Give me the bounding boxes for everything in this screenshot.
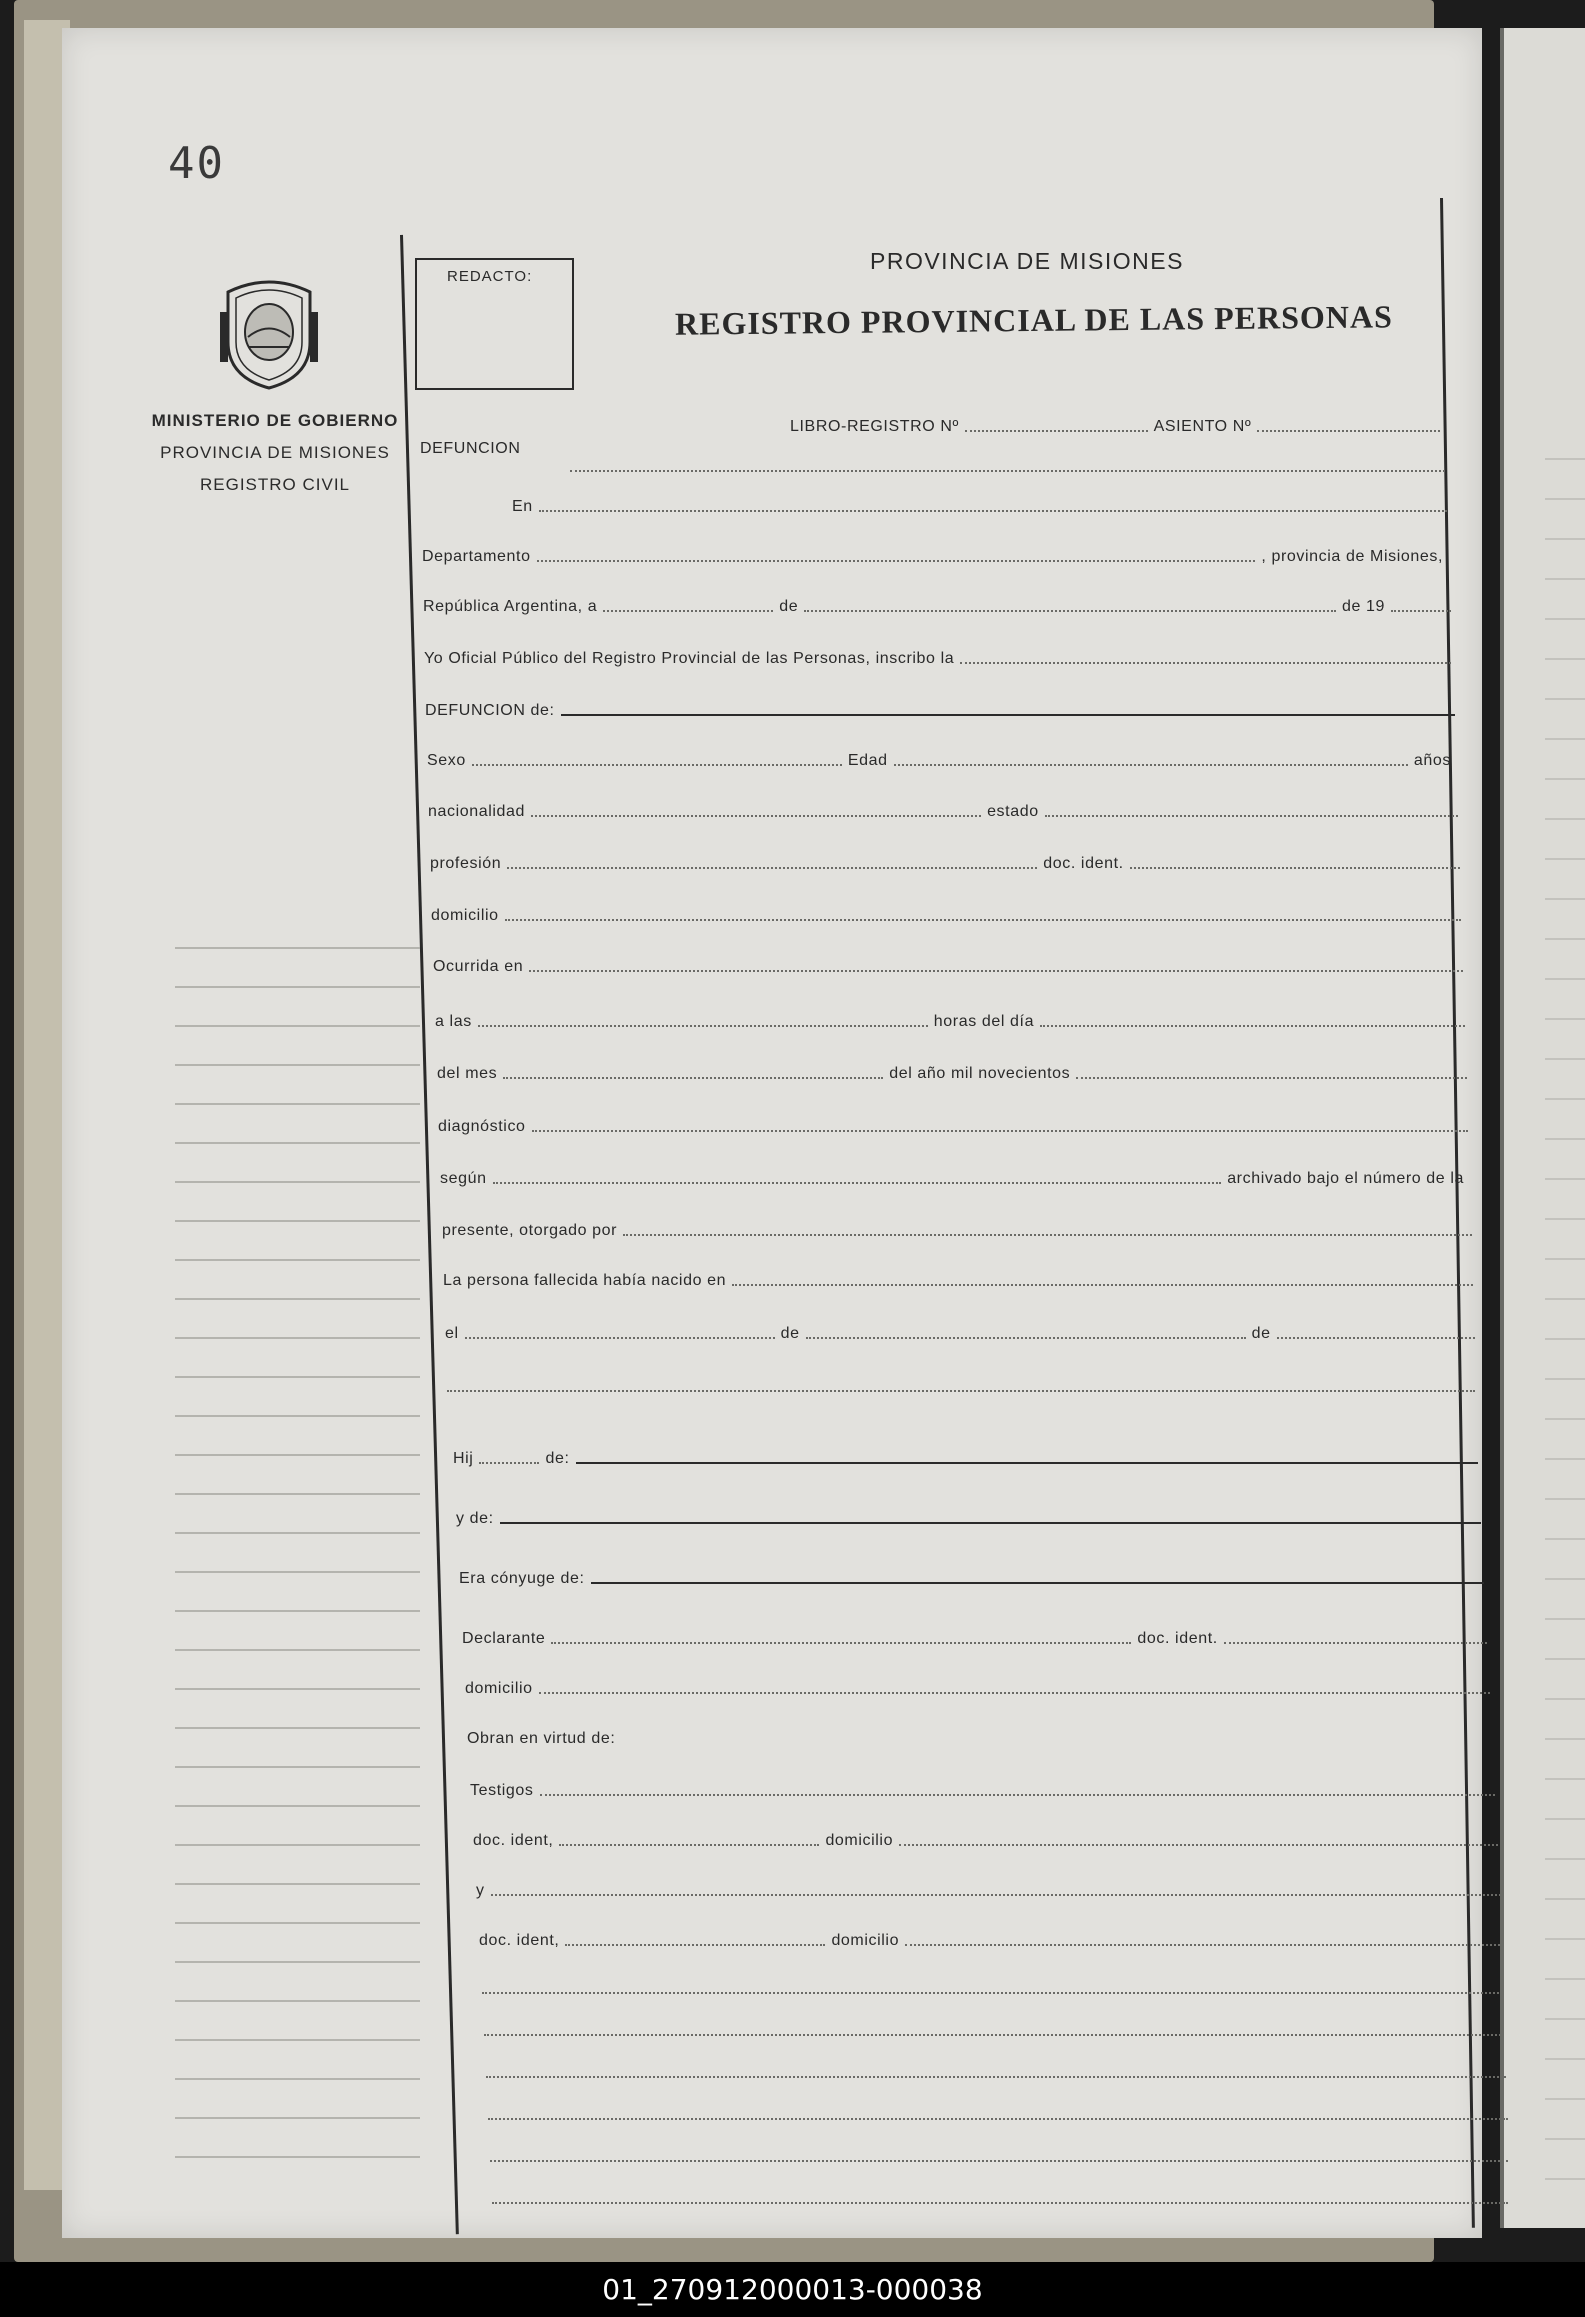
asiento-label: ASIENTO Nº bbox=[1153, 418, 1252, 435]
province-title: PROVINCIA DE MISIONES bbox=[870, 248, 1184, 274]
testigos-field[interactable] bbox=[540, 1794, 1496, 1796]
el-label: el bbox=[445, 1325, 459, 1342]
del-mes-label: del mes bbox=[437, 1065, 498, 1082]
hora-field[interactable] bbox=[478, 1025, 928, 1027]
de-label-3: de bbox=[1251, 1325, 1271, 1342]
blank-row-5 bbox=[490, 2138, 1508, 2168]
blank-birth-row bbox=[447, 1368, 1475, 1398]
estado-label: estado bbox=[987, 803, 1039, 820]
libro-label: LIBRO-REGISTRO Nº bbox=[790, 418, 959, 435]
blank-row-3 bbox=[486, 2054, 1506, 2084]
nacido-row bbox=[443, 1262, 1473, 1292]
y-de-label: y de: bbox=[456, 1510, 494, 1527]
obran-row bbox=[467, 1720, 1492, 1750]
conyuge-field[interactable] bbox=[591, 1582, 1484, 1584]
witness2-field[interactable] bbox=[491, 1894, 1501, 1896]
sexo-label: Sexo bbox=[427, 752, 466, 769]
nacido-label: La persona fallecida había nacido en bbox=[443, 1272, 727, 1289]
del-mes-row bbox=[437, 1055, 1467, 1085]
departamento-row bbox=[422, 538, 1449, 568]
conyuge-row bbox=[459, 1560, 1484, 1590]
nacido-field[interactable] bbox=[732, 1284, 1473, 1286]
month-field[interactable] bbox=[804, 610, 1336, 612]
presente-label: presente, otorgado por bbox=[442, 1222, 618, 1239]
blank-field-3[interactable] bbox=[486, 2076, 1506, 2078]
image-id-caption: 01_270912000013-000038 bbox=[0, 2262, 1585, 2317]
doc-ident-field-2[interactable] bbox=[1224, 1642, 1487, 1644]
domicilio-row-2 bbox=[465, 1670, 1490, 1700]
doc-ident-field-3[interactable] bbox=[559, 1844, 819, 1846]
blank-field-5[interactable] bbox=[490, 2160, 1508, 2162]
domicilio-field-2[interactable] bbox=[539, 1692, 1490, 1694]
profesion-label: profesión bbox=[430, 855, 502, 872]
blank-row-6 bbox=[492, 2180, 1508, 2210]
oficial-field[interactable] bbox=[960, 662, 1451, 664]
segun-field[interactable] bbox=[493, 1182, 1222, 1184]
domicilio-label-4: domicilio bbox=[831, 1932, 900, 1949]
declarante-row bbox=[462, 1620, 1487, 1650]
declarante-field[interactable] bbox=[551, 1642, 1131, 1644]
testigos-label: Testigos bbox=[470, 1782, 534, 1799]
diagnostico-field[interactable] bbox=[532, 1130, 1468, 1132]
page-number: 40 bbox=[168, 138, 225, 189]
domicilio-row-1 bbox=[431, 897, 1461, 927]
nacionalidad-field[interactable] bbox=[531, 815, 981, 817]
en-field[interactable] bbox=[539, 510, 1447, 512]
de19-label: de 19 bbox=[1341, 598, 1385, 615]
blank-birth-field[interactable] bbox=[447, 1390, 1475, 1392]
anos-label: años bbox=[1413, 752, 1451, 769]
blank-field-2[interactable] bbox=[484, 2034, 1504, 2036]
witness2-row bbox=[479, 1922, 1504, 1952]
mes-field[interactable] bbox=[503, 1077, 883, 1079]
hij-suffix-field[interactable] bbox=[479, 1462, 539, 1464]
ministry-name: MINISTERIO DE GOBIERNO bbox=[151, 411, 399, 430]
doc-ident-field-1[interactable] bbox=[1130, 867, 1460, 869]
declarante-label: Declarante bbox=[462, 1630, 546, 1647]
ocurrida-label: Ocurrida en bbox=[433, 958, 524, 975]
profesion-field[interactable] bbox=[507, 867, 1037, 869]
domicilio-label-1: domicilio bbox=[431, 907, 499, 924]
a-las-label: a las bbox=[435, 1013, 472, 1030]
sexo-edad-row bbox=[427, 742, 1457, 772]
dia-field[interactable] bbox=[1040, 1025, 1465, 1027]
ministry-registry: REGISTRO CIVIL bbox=[199, 475, 351, 494]
domicilio-field-1[interactable] bbox=[505, 919, 1461, 921]
ministry-province: PROVINCIA DE MISIONES bbox=[160, 443, 390, 462]
archivado-label: archivado bajo el número de la bbox=[1227, 1170, 1464, 1187]
diagnostico-row bbox=[438, 1108, 1468, 1138]
year-field[interactable] bbox=[1391, 610, 1451, 612]
provincia-label: , provincia de Misiones, bbox=[1261, 548, 1443, 565]
obran-label: Obran en virtud de: bbox=[467, 1730, 616, 1747]
birth-day-field[interactable] bbox=[465, 1337, 775, 1339]
y-row bbox=[476, 1872, 1501, 1902]
profesion-row bbox=[430, 845, 1460, 875]
domicilio-field-3[interactable] bbox=[899, 1844, 1498, 1846]
hij-de-row bbox=[453, 1440, 1478, 1470]
mother-field[interactable] bbox=[500, 1522, 1481, 1524]
nacionalidad-label: nacionalidad bbox=[428, 803, 526, 820]
birth-year-field[interactable] bbox=[1277, 1337, 1475, 1339]
deceased-name-field[interactable] bbox=[561, 714, 1455, 716]
doc-ident-label-4: doc. ident, bbox=[479, 1932, 560, 1949]
republica-label: República Argentina, a bbox=[423, 598, 598, 615]
domicilio-label-3: domicilio bbox=[825, 1832, 894, 1849]
y-de-row bbox=[456, 1500, 1481, 1530]
y-label: y bbox=[476, 1882, 485, 1899]
father-field[interactable] bbox=[576, 1462, 1478, 1464]
republica-row bbox=[423, 588, 1451, 618]
sexo-field[interactable] bbox=[472, 764, 842, 766]
hij-de-label: de: bbox=[545, 1450, 570, 1467]
segun-row bbox=[440, 1160, 1470, 1190]
hij-label: Hij bbox=[453, 1450, 474, 1467]
presente-row bbox=[442, 1212, 1472, 1242]
redacto-label: REDACTO: bbox=[447, 268, 533, 285]
blank-row-2 bbox=[484, 2012, 1504, 2042]
blank-field-4[interactable] bbox=[488, 2118, 1508, 2120]
en-label: En bbox=[512, 498, 533, 515]
doc-ident-field-4[interactable] bbox=[565, 1944, 825, 1946]
birth-date-row bbox=[445, 1315, 1475, 1345]
blank-field-1[interactable] bbox=[482, 1992, 1502, 1994]
ano-field[interactable] bbox=[1076, 1077, 1467, 1079]
ocurrida-row bbox=[433, 948, 1463, 978]
departamento-label: Departamento bbox=[422, 548, 531, 565]
birth-month-field[interactable] bbox=[806, 1337, 1246, 1339]
en-row bbox=[512, 488, 1447, 518]
doc-ident-label-2: doc. ident. bbox=[1137, 1630, 1218, 1647]
blank-field-6[interactable] bbox=[492, 2202, 1508, 2204]
segun-label: según bbox=[440, 1170, 487, 1187]
a-las-row bbox=[435, 1003, 1465, 1033]
edad-label: Edad bbox=[847, 752, 888, 769]
domicilio-label-2: domicilio bbox=[465, 1680, 533, 1697]
ocurrida-field[interactable] bbox=[529, 970, 1463, 972]
blank-row-4 bbox=[488, 2096, 1508, 2126]
de-label-2: de bbox=[780, 1325, 800, 1342]
edad-field[interactable] bbox=[894, 764, 1408, 766]
domicilio-field-4[interactable] bbox=[905, 1944, 1504, 1946]
day-field[interactable] bbox=[603, 610, 773, 612]
libro-field[interactable] bbox=[965, 430, 1148, 432]
blank-top-field[interactable] bbox=[570, 470, 1445, 472]
blank-row-1 bbox=[482, 1970, 1502, 2000]
doc-ident-label-1: doc. ident. bbox=[1043, 855, 1124, 872]
defuncion-label: DEFUNCION bbox=[420, 440, 521, 457]
defuncion-de-label: DEFUNCION de: bbox=[425, 702, 555, 719]
nacionalidad-row bbox=[428, 793, 1458, 823]
diagnostico-label: diagnóstico bbox=[438, 1118, 526, 1135]
presente-field[interactable] bbox=[623, 1234, 1472, 1236]
oficial-label: Yo Oficial Público del Registro Provincial de las Personas, inscribo la bbox=[424, 650, 955, 667]
conyuge-label: Era cónyuge de: bbox=[459, 1570, 585, 1587]
asiento-field[interactable] bbox=[1257, 430, 1440, 432]
testigos-row bbox=[470, 1772, 1495, 1802]
registry-title: REGISTRO PROVINCIAL DE LAS PERSONAS bbox=[674, 298, 1393, 342]
blank-top-row bbox=[420, 448, 1445, 478]
departamento-field[interactable] bbox=[537, 560, 1256, 562]
ano-label: del año mil novecientos bbox=[889, 1065, 1071, 1082]
estado-field[interactable] bbox=[1045, 815, 1458, 817]
horas-label: horas del día bbox=[933, 1013, 1035, 1030]
oficial-row bbox=[424, 640, 1451, 670]
witness1-row bbox=[473, 1822, 1498, 1852]
libro-asiento-row bbox=[790, 408, 1440, 438]
de-label-1: de bbox=[779, 598, 799, 615]
doc-ident-label-3: doc. ident, bbox=[473, 1832, 554, 1849]
defuncion-de-row bbox=[425, 692, 1455, 722]
